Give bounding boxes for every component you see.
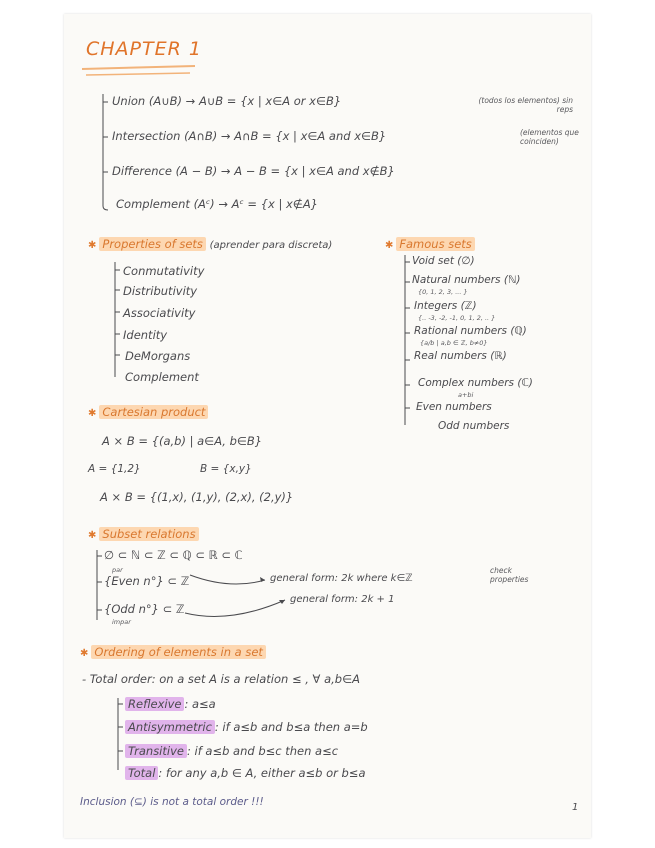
famous-set-item: Real numbers (ℝ) [414, 350, 507, 362]
cartesian-example-a: A = {1,2} [88, 463, 141, 475]
set-op-difference: Difference (A − B) → A − B = {x | x∈A and x∉B} [112, 164, 395, 178]
ordering-heading-label: Ordering of elements in a set [91, 645, 266, 659]
subset-odd-tag: impar [112, 618, 131, 626]
ordering-item-transitive [125, 744, 338, 758]
subset-odd: {Odd n°} ⊂ ℤ [104, 602, 185, 616]
famous-set-item: Complex numbers (ℂ) [418, 377, 533, 389]
properties-note: (aprender para discreta) [209, 240, 333, 251]
cartesian-definition: A × B = {(a,b) | a∈A, b∈B} [102, 434, 263, 448]
famous-set-item: Natural numbers (ℕ) [412, 274, 521, 286]
set-op-union-note: (todos los elementos) sin reps [478, 96, 573, 114]
property-item: Identity [123, 328, 168, 342]
cartesian-example-b: B = {x,y} [200, 463, 252, 475]
set-op-intersection: Intersection (A∩B) → A∩B = {x | x∈A and x∈B} [112, 129, 387, 143]
set-op-union: Union (A∪B) → A∪B = {x | x∈A or x∈B} [112, 94, 342, 108]
ordering-label: Transitive [125, 744, 187, 758]
ordering-item-antisymmetric [125, 720, 368, 734]
ordering-heading [80, 645, 266, 659]
properties-heading [88, 237, 332, 251]
ordering-text: : if a≤b and b≤c then a≤c [186, 744, 339, 758]
ordering-text: : for any a,b ∈ A, either a≤b or b≤a [158, 766, 366, 780]
ordering-text: : a≤a [184, 697, 216, 711]
star-bullet: ✱ [385, 240, 394, 251]
property-item: DeMorgans [125, 349, 191, 363]
cartesian-heading [88, 405, 208, 419]
famous-set-item: Integers (ℤ) [414, 300, 477, 312]
subset-odd-form: general form: 2k + 1 [290, 594, 395, 605]
cartesian-result: A × B = {(1,x), (1,y), (2,x), (2,y)} [100, 490, 294, 504]
ordering-label: Reflexive [125, 697, 184, 711]
subset-chain: ∅ ⊂ ℕ ⊂ ℤ ⊂ ℚ ⊂ ℝ ⊂ ℂ [104, 548, 243, 562]
famous-set-item: Odd numbers [438, 420, 510, 432]
ordering-text: : if a≤b and b≤a then a=b [214, 720, 368, 734]
property-item: Distributivity [123, 284, 198, 298]
subset-even: {Even n°} ⊂ ℤ [104, 574, 190, 588]
property-item: Associativity [123, 306, 196, 320]
subset-heading-label: Subset relations [99, 527, 198, 541]
property-item: Conmutativity [123, 264, 205, 278]
famous-set-sub: a+bi [458, 391, 474, 399]
subset-even-tag: par [112, 566, 123, 574]
star-bullet: ✱ [88, 530, 97, 541]
star-bullet: ✱ [80, 648, 89, 659]
famous-set-item: Even numbers [416, 401, 492, 413]
page-number: 1 [572, 802, 579, 813]
ordering-label: Antisymmetric [125, 720, 215, 734]
star-bullet: ✱ [88, 408, 97, 419]
ordering-item-reflexive [125, 697, 216, 711]
subset-even-form: general form: 2k where k∈ℤ [270, 573, 413, 584]
property-item: Complement [125, 370, 199, 384]
set-op-intersection-note: (elementos que coinciden) [520, 128, 579, 146]
ordering-intro: - Total order: on a set A is a relation ≤ , ∀ a,b∈A [82, 672, 360, 686]
ordering-footer: Inclusion (⊆) is not a total order !!! [80, 796, 264, 808]
ordering-item-total [125, 766, 366, 780]
properties-heading-label: Properties of sets [99, 237, 206, 251]
subset-heading [88, 527, 199, 541]
famous-set-item: Void set (∅) [412, 255, 475, 267]
famous-set-sub: {.. -3, -2, -1, 0, 1, 2, .. } [418, 314, 496, 322]
set-op-complement: Complement (Aᶜ) → Aᶜ = {x | x∉A} [116, 197, 318, 211]
subset-check-note: check properties [490, 566, 529, 584]
famous-sets-heading [385, 237, 475, 251]
cartesian-heading-label: Cartesian product [99, 405, 208, 419]
ordering-label: Total [125, 766, 158, 780]
famous-set-sub: {0, 1, 2, 3, ... } [418, 288, 468, 296]
famous-set-sub: {a/b | a,b ∈ ℤ, b≠0} [420, 339, 488, 347]
famous-set-item: Rational numbers (ℚ) [414, 325, 527, 337]
page-title: CHAPTER 1 [86, 38, 202, 60]
famous-sets-heading-label: Famous sets [396, 237, 474, 251]
star-bullet: ✱ [88, 240, 97, 251]
